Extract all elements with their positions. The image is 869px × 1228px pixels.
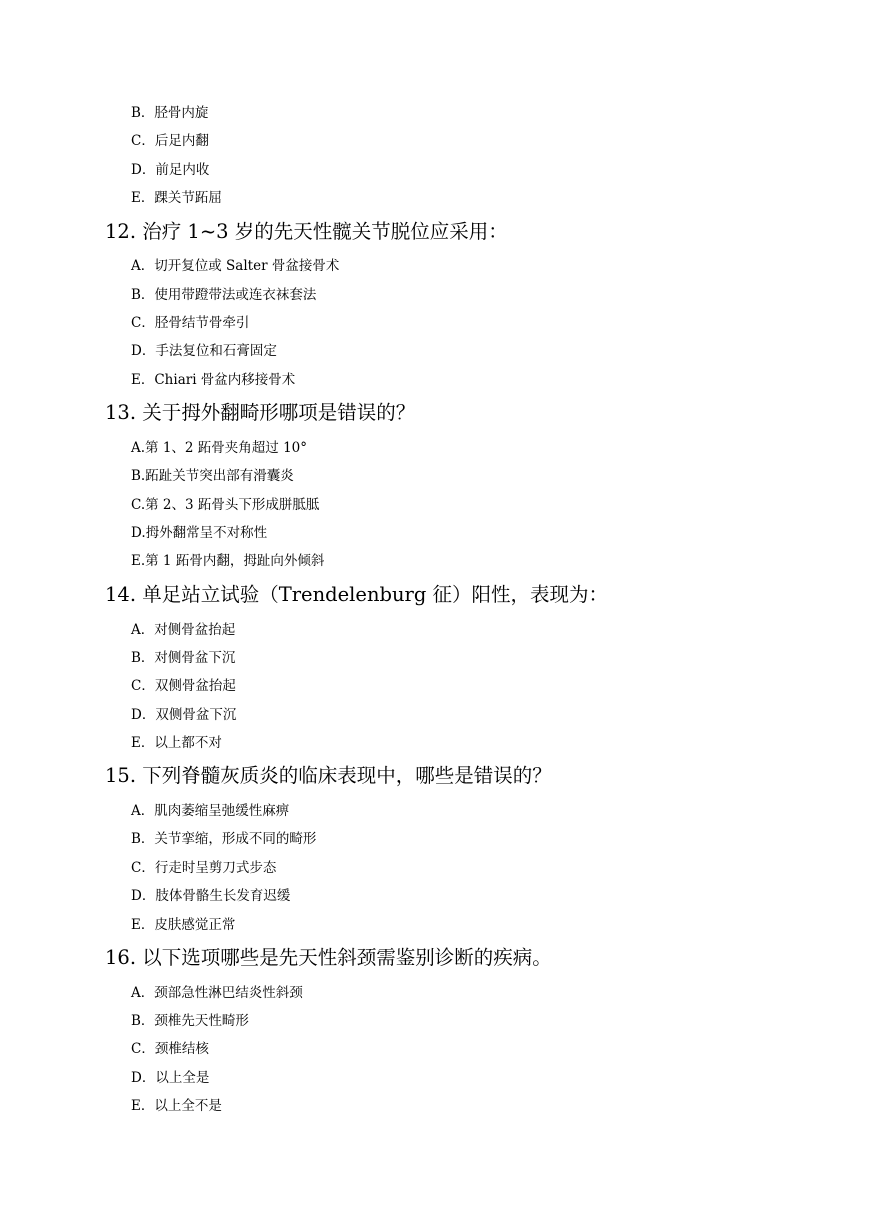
q15-option-e: E．皮肤感觉正常 bbox=[131, 917, 236, 933]
q11-option-e: E．踝关节跖屈 bbox=[131, 190, 222, 206]
question-text: 单足站立试验（Trendelenburg 征）阳性，表现为： bbox=[142, 583, 609, 606]
question-16 bbox=[105, 945, 552, 971]
q15-option-d: D．肢体骨骼生长发育迟缓 bbox=[131, 888, 291, 904]
q15-option-c: C．行走时呈剪刀式步态 bbox=[131, 860, 277, 876]
q12-option-a: A．切开复位或 Salter 骨盆接骨术 bbox=[131, 258, 340, 274]
question-number: 15. bbox=[105, 764, 137, 787]
q12-option-e: E．Chiari 骨盆内移接骨术 bbox=[131, 372, 296, 388]
question-text: 以下选项哪些是先天性斜颈需鉴别诊断的疾病。 bbox=[142, 946, 552, 969]
q14-option-a: A．对侧骨盆抬起 bbox=[131, 622, 236, 638]
q11-option-b: B．胫骨内旋 bbox=[131, 105, 209, 121]
question-15 bbox=[105, 763, 552, 789]
q13-option-c: C.第 2、3 跖骨头下形成胼胝胝 bbox=[131, 497, 320, 513]
question-number: 14. bbox=[105, 583, 137, 606]
q14-option-d: D．双侧骨盆下沉 bbox=[131, 707, 237, 723]
q16-option-c: C．颈椎结核 bbox=[131, 1041, 209, 1057]
q16-option-b: B．颈椎先天性畸形 bbox=[131, 1013, 249, 1029]
question-13 bbox=[105, 400, 415, 426]
q14-option-b: B．对侧骨盆下沉 bbox=[131, 650, 236, 666]
q13-option-b: B.跖趾关节突出部有滑囊炎 bbox=[131, 468, 294, 484]
question-number: 13. bbox=[105, 401, 137, 424]
q16-option-e: E．以上全不是 bbox=[131, 1098, 222, 1114]
question-text: 治疗 1~3 岁的先天性髋关节脱位应采用： bbox=[142, 220, 508, 243]
q16-option-d: D．以上全是 bbox=[131, 1070, 210, 1086]
q11-option-c: C．后足内翻 bbox=[131, 133, 209, 149]
q12-option-b: B．使用带蹬带法或连衣袜套法 bbox=[131, 287, 317, 303]
q14-option-c: C．双侧骨盆抬起 bbox=[131, 678, 236, 694]
q14-option-e: E．以上都不对 bbox=[131, 735, 222, 751]
question-number: 12. bbox=[105, 220, 137, 243]
q13-option-d: D.拇外翻常呈不对称性 bbox=[131, 525, 268, 541]
q12-option-c: C．胫骨结节骨牵引 bbox=[131, 315, 250, 331]
question-text: 关于拇外翻畸形哪项是错误的？ bbox=[142, 401, 416, 424]
q11-option-d: D．前足内收 bbox=[131, 162, 210, 178]
q13-option-e: E.第 1 跖骨内翻，拇趾向外倾斜 bbox=[131, 553, 325, 569]
question-text: 下列脊髓灰质炎的临床表现中，哪些是错误的？ bbox=[142, 764, 552, 787]
q15-option-b: B．关节挛缩，形成不同的畸形 bbox=[131, 831, 317, 847]
question-14 bbox=[105, 582, 608, 608]
q13-option-a: A.第 1、2 跖骨夹角超过 10° bbox=[131, 440, 308, 456]
question-12 bbox=[105, 219, 508, 245]
q15-option-a: A．肌肉萎缩呈弛缓性麻痹 bbox=[131, 803, 290, 819]
q16-option-a: A．颈部急性淋巴结炎性斜颈 bbox=[131, 985, 303, 1001]
q12-option-d: D．手法复位和石膏固定 bbox=[131, 343, 277, 359]
question-number: 16. bbox=[105, 946, 137, 969]
